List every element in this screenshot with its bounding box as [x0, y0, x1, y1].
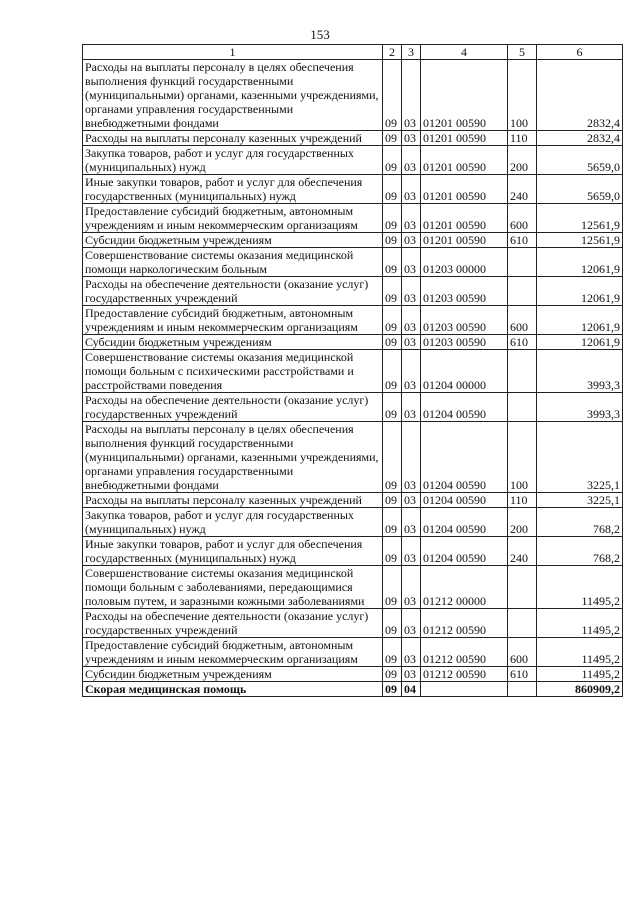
row-name: Закупка товаров, работ и услуг для государственных (муниципальных) нужд — [83, 508, 383, 537]
row-name: Расходы на выплаты персоналу в целях обеспечения выполнения функций государственными (муниципальными) органами, казенными учреждениями, органами управления государственными внебюджетными фондами — [83, 60, 383, 131]
row-expense-type — [508, 566, 537, 609]
row-subsection-code: 03 — [402, 350, 421, 393]
row-target-article: 01204 00000 — [421, 350, 508, 393]
row-expense-type — [508, 350, 537, 393]
table-row — [83, 508, 623, 537]
row-amount: 5659,0 — [537, 175, 623, 204]
row-subsection-code: 03 — [402, 233, 421, 248]
row-section-code: 09 — [383, 537, 402, 566]
table-row — [83, 493, 623, 508]
row-amount: 3993,3 — [537, 393, 623, 422]
header-col-6: 6 — [537, 45, 623, 60]
row-target-article: 01204 00590 — [421, 493, 508, 508]
row-target-article: 01203 00590 — [421, 335, 508, 350]
budget-table — [82, 44, 623, 697]
row-subsection-code: 04 — [402, 682, 421, 697]
table-body — [83, 60, 623, 697]
row-amount: 12061,9 — [537, 248, 623, 277]
row-target-article: 01201 00590 — [421, 60, 508, 131]
row-section-code: 09 — [383, 204, 402, 233]
table-row — [83, 667, 623, 682]
row-section-code: 09 — [383, 667, 402, 682]
row-subsection-code: 03 — [402, 393, 421, 422]
header-col-3: 3 — [402, 45, 421, 60]
row-expense-type: 610 — [508, 335, 537, 350]
row-target-article: 01203 00000 — [421, 248, 508, 277]
row-section-code: 09 — [383, 508, 402, 537]
row-section-code: 09 — [383, 131, 402, 146]
header-row — [83, 45, 623, 60]
row-target-article: 01212 00590 — [421, 609, 508, 638]
row-amount: 3993,3 — [537, 350, 623, 393]
row-expense-type — [508, 248, 537, 277]
row-section-code: 09 — [383, 248, 402, 277]
row-section-code: 09 — [383, 493, 402, 508]
row-amount: 768,2 — [537, 508, 623, 537]
row-name: Совершенствование системы оказания медицинской помощи наркологическим больным — [83, 248, 383, 277]
row-name: Предоставление субсидий бюджетным, автономным учреждениям и иным некоммерческим организациям — [83, 306, 383, 335]
row-subsection-code: 03 — [402, 146, 421, 175]
row-expense-type: 110 — [508, 493, 537, 508]
row-target-article: 01201 00590 — [421, 131, 508, 146]
row-expense-type: 200 — [508, 146, 537, 175]
row-name: Расходы на выплаты персоналу казенных учреждений — [83, 493, 383, 508]
table-row — [83, 537, 623, 566]
row-expense-type: 600 — [508, 638, 537, 667]
row-expense-type: 200 — [508, 508, 537, 537]
row-name: Субсидии бюджетным учреждениям — [83, 233, 383, 248]
table-row — [83, 566, 623, 609]
row-section-code: 09 — [383, 566, 402, 609]
row-section-code: 09 — [383, 638, 402, 667]
row-target-article: 01201 00590 — [421, 175, 508, 204]
row-subsection-code: 03 — [402, 277, 421, 306]
row-section-code: 09 — [383, 146, 402, 175]
row-subsection-code: 03 — [402, 175, 421, 204]
table-row — [83, 638, 623, 667]
table-row — [83, 393, 623, 422]
row-target-article: 01203 00590 — [421, 306, 508, 335]
row-amount: 2832,4 — [537, 60, 623, 131]
row-name: Субсидии бюджетным учреждениям — [83, 667, 383, 682]
row-name: Иные закупки товаров, работ и услуг для обеспечения государственных (муниципальных) нужд — [83, 175, 383, 204]
row-name: Расходы на выплаты персоналу казенных учреждений — [83, 131, 383, 146]
row-name: Расходы на обеспечение деятельности (оказание услуг) государственных учреждений — [83, 393, 383, 422]
row-section-code: 09 — [383, 175, 402, 204]
row-amount: 11495,2 — [537, 609, 623, 638]
table-row — [83, 277, 623, 306]
row-target-article: 01203 00590 — [421, 277, 508, 306]
row-expense-type — [508, 609, 537, 638]
row-section-code: 09 — [383, 277, 402, 306]
row-name: Скорая медицинская помощь — [83, 682, 383, 697]
row-name: Расходы на выплаты персоналу в целях обеспечения выполнения функций государственными (муниципальными) органами, казенными учреждениями, органами управления государственными внебюджетными фондами — [83, 422, 383, 493]
table-row — [83, 422, 623, 493]
row-section-code: 09 — [383, 422, 402, 493]
row-target-article: 01204 00590 — [421, 508, 508, 537]
row-section-code: 09 — [383, 350, 402, 393]
table-row — [83, 682, 623, 697]
header-col-1: 1 — [83, 45, 383, 60]
row-target-article: 01212 00000 — [421, 566, 508, 609]
row-name: Иные закупки товаров, работ и услуг для обеспечения государственных (муниципальных) нужд — [83, 537, 383, 566]
table-row — [83, 335, 623, 350]
row-subsection-code: 03 — [402, 638, 421, 667]
row-subsection-code: 03 — [402, 60, 421, 131]
row-section-code: 09 — [383, 609, 402, 638]
row-name: Предоставление субсидий бюджетным, автономным учреждениям и иным некоммерческим организациям — [83, 638, 383, 667]
row-section-code: 09 — [383, 682, 402, 697]
row-subsection-code: 03 — [402, 609, 421, 638]
row-target-article: 01212 00590 — [421, 667, 508, 682]
table-row — [83, 233, 623, 248]
row-target-article — [421, 682, 508, 697]
row-amount: 12561,9 — [537, 204, 623, 233]
row-amount: 3225,1 — [537, 422, 623, 493]
row-target-article: 01204 00590 — [421, 537, 508, 566]
header-col-5: 5 — [508, 45, 537, 60]
row-expense-type: 100 — [508, 422, 537, 493]
row-expense-type: 110 — [508, 131, 537, 146]
row-subsection-code: 03 — [402, 508, 421, 537]
row-target-article: 01201 00590 — [421, 146, 508, 175]
row-expense-type: 600 — [508, 204, 537, 233]
table-row — [83, 131, 623, 146]
row-subsection-code: 03 — [402, 306, 421, 335]
row-target-article: 01204 00590 — [421, 422, 508, 493]
row-name: Закупка товаров, работ и услуг для государственных (муниципальных) нужд — [83, 146, 383, 175]
table-row — [83, 204, 623, 233]
row-expense-type: 610 — [508, 233, 537, 248]
row-subsection-code: 03 — [402, 335, 421, 350]
row-subsection-code: 03 — [402, 537, 421, 566]
row-subsection-code: 03 — [402, 566, 421, 609]
row-amount: 11495,2 — [537, 566, 623, 609]
table-row — [83, 248, 623, 277]
row-section-code: 09 — [383, 306, 402, 335]
row-amount: 2832,4 — [537, 131, 623, 146]
row-target-article: 01212 00590 — [421, 638, 508, 667]
row-amount: 11495,2 — [537, 667, 623, 682]
table-row — [83, 306, 623, 335]
row-expense-type: 100 — [508, 60, 537, 131]
row-section-code: 09 — [383, 233, 402, 248]
row-name: Расходы на обеспечение деятельности (оказание услуг) государственных учреждений — [83, 277, 383, 306]
table-row — [83, 146, 623, 175]
row-section-code: 09 — [383, 393, 402, 422]
table-row — [83, 175, 623, 204]
row-amount: 12061,9 — [537, 306, 623, 335]
row-name: Расходы на обеспечение деятельности (оказание услуг) государственных учреждений — [83, 609, 383, 638]
row-subsection-code: 03 — [402, 422, 421, 493]
row-name: Совершенствование системы оказания медицинской помощи больным с заболеваниями, передающимися половым путем, и заразными кожными заболеваниями — [83, 566, 383, 609]
row-subsection-code: 03 — [402, 667, 421, 682]
table-row — [83, 60, 623, 131]
row-amount: 860909,2 — [537, 682, 623, 697]
row-name: Совершенствование системы оказания медицинской помощи больным с психическими расстройствами и расстройствами поведения — [83, 350, 383, 393]
table-row — [83, 350, 623, 393]
header-col-2: 2 — [383, 45, 402, 60]
row-amount: 768,2 — [537, 537, 623, 566]
row-expense-type: 600 — [508, 306, 537, 335]
row-target-article: 01204 00590 — [421, 393, 508, 422]
row-subsection-code: 03 — [402, 204, 421, 233]
row-amount: 12061,9 — [537, 277, 623, 306]
table-row — [83, 609, 623, 638]
header-col-4: 4 — [421, 45, 508, 60]
row-amount: 5659,0 — [537, 146, 623, 175]
row-target-article: 01201 00590 — [421, 233, 508, 248]
page-number: 153 — [310, 27, 330, 42]
row-name: Субсидии бюджетным учреждениям — [83, 335, 383, 350]
row-amount: 12561,9 — [537, 233, 623, 248]
row-expense-type — [508, 393, 537, 422]
row-subsection-code: 03 — [402, 131, 421, 146]
row-expense-type: 240 — [508, 175, 537, 204]
row-expense-type: 610 — [508, 667, 537, 682]
row-amount: 3225,1 — [537, 493, 623, 508]
row-expense-type: 240 — [508, 537, 537, 566]
row-expense-type — [508, 277, 537, 306]
row-name: Предоставление субсидий бюджетным, автономным учреждениям и иным некоммерческим организациям — [83, 204, 383, 233]
row-subsection-code: 03 — [402, 493, 421, 508]
row-amount: 12061,9 — [537, 335, 623, 350]
row-subsection-code: 03 — [402, 248, 421, 277]
row-target-article: 01201 00590 — [421, 204, 508, 233]
row-section-code: 09 — [383, 60, 402, 131]
row-section-code: 09 — [383, 335, 402, 350]
row-amount: 11495,2 — [537, 638, 623, 667]
row-expense-type — [508, 682, 537, 697]
